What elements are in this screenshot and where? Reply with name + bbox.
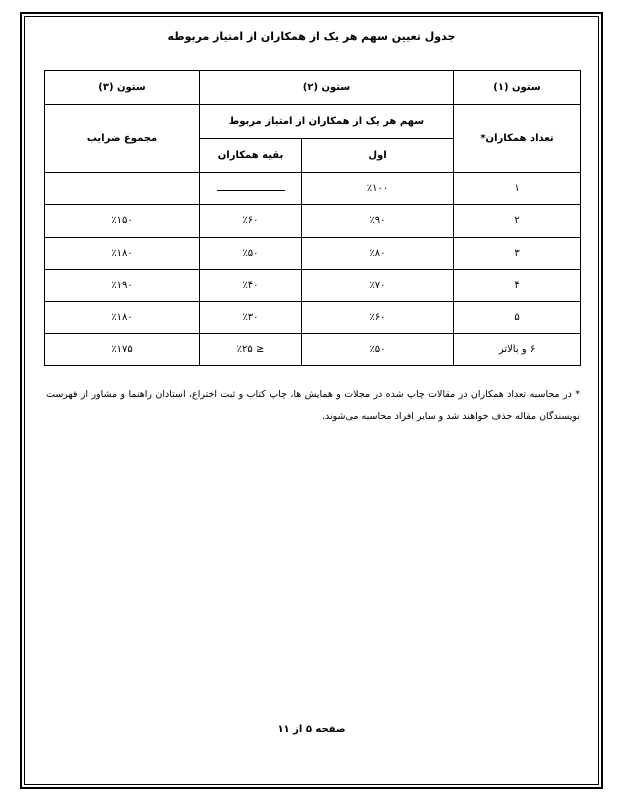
- cell-rest: [200, 173, 302, 205]
- cell-total: ٪۱۷۵: [45, 333, 200, 365]
- cell-first: ٪۸۰: [302, 237, 454, 269]
- cell-total: ٪۱۹۰: [45, 269, 200, 301]
- cell-first: ٪۷۰: [302, 269, 454, 301]
- dash-line: [217, 183, 285, 191]
- cell-total: [45, 173, 200, 205]
- table-row: [45, 173, 581, 205]
- cell-first: ٪۹۰: [302, 205, 454, 237]
- col3-subheader: مجموع ضرایب: [45, 105, 200, 173]
- cell-count: ۲: [454, 205, 581, 237]
- table-row: [45, 237, 581, 269]
- footnote: * در محاسبه تعداد همکاران در مقالات چاپ شده در مجلات و همایش ها، چاپ کتاب و ثبت اختراع، استادان راهنما و مشاور از فهرست نویسندگان مقاله حذف خواهند شد و سایر افراد محاسبه می‌شوند.: [46, 389, 580, 422]
- cell-rest: ٪۳۰: [200, 301, 302, 333]
- cell-rest: ٪۵۰: [200, 237, 302, 269]
- col2-subheader: سهم هر یک از همکاران از امتیاز مربوط: [200, 105, 454, 139]
- cell-total: ٪۱۸۰: [45, 237, 200, 269]
- cell-first: ٪۵۰: [302, 333, 454, 365]
- col2-rest-header: بقیه همکاران: [200, 139, 302, 173]
- table-row: [45, 269, 581, 301]
- table-subheader-row: [45, 105, 581, 139]
- table-row: [45, 205, 581, 237]
- cell-count: ۱: [454, 173, 581, 205]
- cell-rest: ٪۴۰: [200, 269, 302, 301]
- table-row: [45, 333, 581, 365]
- cell-count: ۵: [454, 301, 581, 333]
- cell-rest: ٪۶۰: [200, 205, 302, 237]
- cell-total: ٪۱۸۰: [45, 301, 200, 333]
- table-row: [45, 301, 581, 333]
- cell-first: ٪۶۰: [302, 301, 454, 333]
- cell-total: ٪۱۵۰: [45, 205, 200, 237]
- table-header-row: [45, 71, 581, 105]
- cell-count: ۴: [454, 269, 581, 301]
- share-table: [44, 70, 581, 366]
- page-title: جدول تعیین سهم هر یک از همکاران از امتیاز مربوطه: [167, 30, 456, 43]
- col2-first-header: اول: [302, 139, 454, 173]
- col3-header: ستون (۳): [45, 71, 200, 105]
- cell-rest: ≤ ٪۲۵: [200, 333, 302, 365]
- col1-header: ستون (۱): [454, 71, 581, 105]
- col1-subheader: تعداد همکاران*: [454, 105, 581, 173]
- cell-count: ۶ و بالاتر: [454, 333, 581, 365]
- cell-first: ٪۱۰۰: [302, 173, 454, 205]
- cell-count: ۳: [454, 237, 581, 269]
- page-number: صفحه ۵ از ۱۱: [277, 724, 346, 735]
- col2-header: ستون (۲): [200, 71, 454, 105]
